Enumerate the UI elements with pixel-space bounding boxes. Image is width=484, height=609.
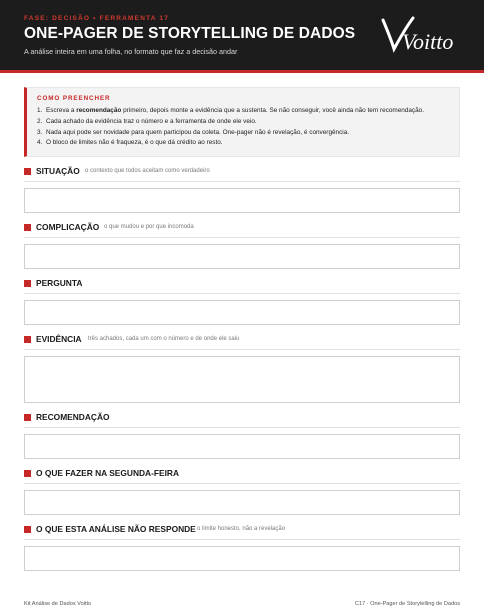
section-situacao <box>24 165 460 179</box>
section-divider <box>24 483 460 484</box>
footer-left: Kit Análise de Dados Voitto <box>24 601 92 607</box>
logo-text: Voitto <box>402 29 454 54</box>
section-hint: o que mudou e por que incomoda <box>104 224 194 230</box>
section-title: SITUAÇÃO <box>36 166 80 176</box>
section-divider <box>24 181 460 182</box>
section-evidencia <box>24 333 460 347</box>
section-bullet <box>24 414 31 421</box>
section-title: RECOMENDAÇÃO <box>36 412 110 422</box>
pergunta-field[interactable] <box>24 300 460 325</box>
segunda-feira-field[interactable] <box>24 490 460 515</box>
section-divider <box>24 293 460 294</box>
section-limites <box>24 523 460 537</box>
recomendacao-field[interactable] <box>24 434 460 459</box>
header-kicker: FASE: DECISÃO • FERRAMENTA 17 <box>24 15 170 22</box>
how-to-fill-box <box>24 87 460 157</box>
section-bullet <box>24 224 31 231</box>
section-title: COMPLICAÇÃO <box>36 222 100 232</box>
instruction-item: 4. O bloco de limites não é fraqueza, é o que dá crédito ao resto. <box>37 139 223 147</box>
section-divider <box>24 237 460 238</box>
section-hint: três achados, cada um com o número e de onde ele saiu <box>88 336 240 342</box>
section-segunda-feira <box>24 467 460 481</box>
instruction-item: 1. Escreva a recomendação primeiro, depois monte a evidência que a sustenta. Se não conseguir, você ainda não tem recomendação. <box>37 107 424 114</box>
section-bullet <box>24 526 31 533</box>
complicacao-field[interactable] <box>24 244 460 269</box>
section-hint: o limite honesto, não a revelação <box>197 526 286 532</box>
situacao-field[interactable] <box>24 188 460 213</box>
footer-right: C17 · One-Pager de Storytelling de Dados <box>354 601 460 607</box>
section-title: PERGUNTA <box>36 278 83 288</box>
section-divider <box>24 427 460 428</box>
instruction-item: 2. Cada achado da evidência traz o número e a ferramenta de onde ele veio. <box>37 117 257 125</box>
header-accent-bar <box>0 70 484 73</box>
page-subtitle: A análise inteira em uma folha, no formato que faz a decisão andar <box>24 47 238 56</box>
limites-field[interactable] <box>24 546 460 571</box>
section-title: O QUE FAZER NA SEGUNDA-FEIRA <box>36 468 179 478</box>
how-to-fill-list <box>37 106 457 149</box>
section-complicacao <box>24 221 460 235</box>
page-title: ONE-PAGER DE STORYTELLING DE DADOS <box>24 25 356 42</box>
section-title: EVIDÊNCIA <box>36 334 82 344</box>
section-divider <box>24 539 460 540</box>
how-to-fill-title: COMO PREENCHER <box>37 95 111 102</box>
voitto-logo <box>374 16 464 56</box>
section-hint: o contexto que todos aceitam como verdadeiro <box>85 168 210 174</box>
instruction-item: 3. Nada aqui pode ser novidade para quem participou da coleta. One-pager não é revelação, é convergência. <box>37 128 350 136</box>
section-recomendacao <box>24 411 460 425</box>
section-title: O QUE ESTA ANÁLISE NÃO RESPONDE <box>36 524 196 534</box>
section-pergunta <box>24 277 460 291</box>
section-bullet <box>24 336 31 343</box>
page-header <box>0 0 484 70</box>
section-bullet <box>24 280 31 287</box>
section-bullet <box>24 168 31 175</box>
section-bullet <box>24 470 31 477</box>
evidencia-field[interactable] <box>24 356 460 403</box>
section-divider <box>24 349 460 350</box>
